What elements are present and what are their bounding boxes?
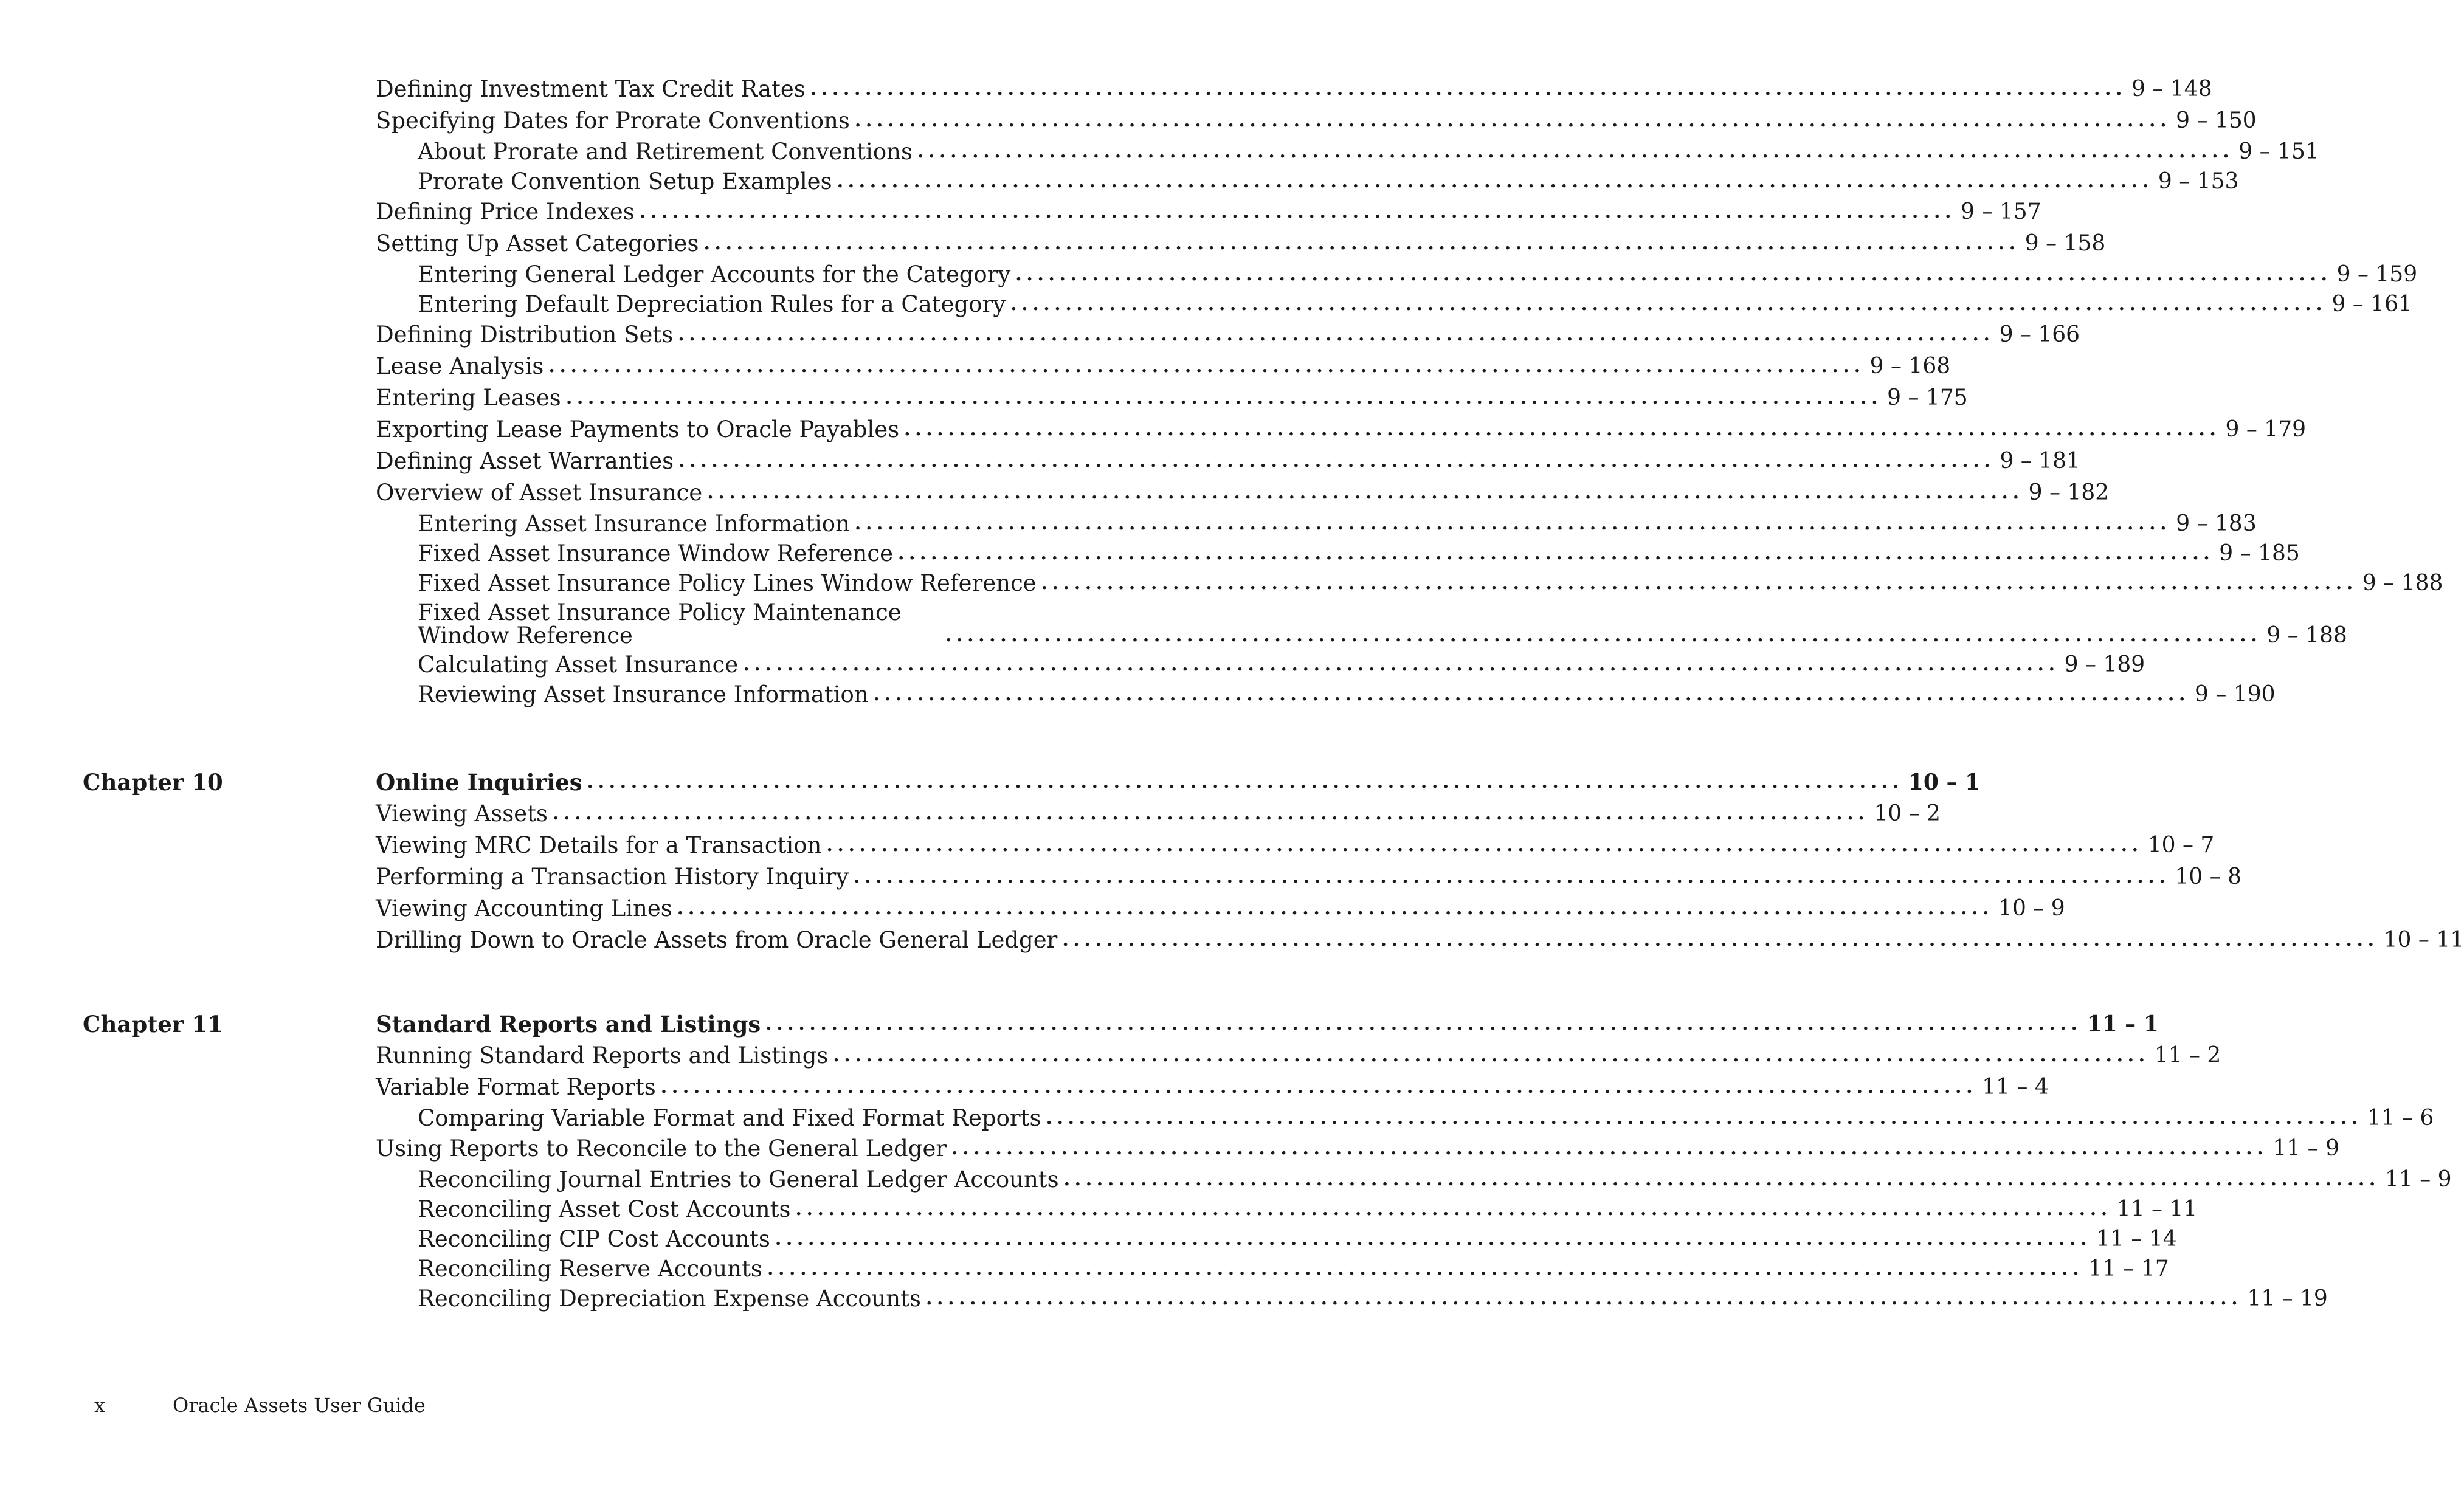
dot-leader: ........................................................................................................................	[925, 1288, 2243, 1309]
toc-entry[interactable]	[376, 261, 2418, 287]
toc-entry-title: Calculating Asset Insurance	[418, 652, 739, 678]
toc-entry-page: 9 – 151	[2238, 139, 2319, 164]
toc-entry-page: 9 – 157	[1961, 199, 2041, 224]
dot-leader: ........................................................................................................................	[837, 171, 2153, 192]
toc-entry-page: 9 – 150	[2176, 108, 2257, 133]
toc-entry-title: Defining Asset Warranties	[376, 448, 674, 474]
toc-entry-page: 9 – 175	[1887, 385, 1968, 410]
toc-entry-title: Specifying Dates for Prorate Conventions	[376, 108, 850, 134]
toc-entry[interactable]	[376, 1042, 2221, 1069]
toc-entry-title: Fixed Asset Insurance Window Reference	[418, 540, 893, 566]
dot-leader: ........................................................................................................................	[833, 1045, 2150, 1066]
toc-entry[interactable]	[376, 895, 2065, 921]
toc-entry[interactable]	[376, 353, 1951, 379]
toc-entry-page: 9 – 185	[2219, 541, 2300, 566]
dot-leader: ........................................................................................................................	[945, 625, 2262, 646]
toc-entry-page: 11 – 6	[2367, 1106, 2434, 1131]
toc-section-chapter-11	[376, 1011, 2452, 1317]
toc-entry-page: 9 – 188	[2266, 623, 2347, 648]
toc-entry[interactable]	[376, 448, 2080, 474]
toc-entry-title: Running Standard Reports and Listings	[376, 1042, 829, 1069]
toc-section-chapter-9-continued	[376, 76, 2443, 712]
toc-entry[interactable]	[376, 230, 2106, 256]
dot-leader: ........................................................................................................................	[1010, 294, 2327, 315]
toc-entry[interactable]	[376, 864, 2241, 890]
toc-entry-title: Overview of Asset Insurance	[376, 480, 703, 506]
toc-entry[interactable]	[376, 1196, 2198, 1222]
dot-leader: ........................................................................................................................	[677, 898, 1994, 919]
toc-entry-page: 10 – 2	[1874, 801, 1941, 826]
toc-entry-page: 10 – 9	[1998, 896, 2065, 921]
toc-entry-title: Reconciling Reserve Accounts	[418, 1256, 762, 1282]
toc-entry[interactable]	[376, 1135, 2339, 1162]
dot-leader: ........................................................................................................................	[1046, 1107, 2362, 1129]
toc-entry-title: Viewing Assets	[376, 800, 548, 827]
toc-entry[interactable]	[376, 76, 2212, 102]
dot-leader: ........................................................................................................................	[1062, 929, 2379, 951]
chapter-10-label: Chapter 10	[83, 769, 223, 796]
toc-entry-title: Variable Format Reports	[376, 1074, 656, 1100]
toc-entry-page: 11 – 19	[2247, 1286, 2328, 1311]
dot-leader: ........................................................................................................................	[639, 201, 1956, 222]
toc-entry-title: Using Reports to Reconcile to the General Ledger	[376, 1135, 947, 1162]
dot-leader: ........................................................................................................................	[795, 1199, 2112, 1220]
toc-entry-title: Fixed Asset Insurance Policy Maintenance Window Reference	[418, 599, 902, 649]
toc-entry-title: Reconciling Depreciation Expense Accounts	[418, 1286, 921, 1312]
toc-entry-title: Reconciling CIP Cost Accounts	[418, 1226, 770, 1252]
toc-entry[interactable]	[376, 480, 2110, 506]
dot-leader: ........................................................................................................................	[678, 324, 1995, 345]
toc-entry[interactable]	[376, 385, 1968, 411]
toc-entry-page: 9 – 183	[2176, 511, 2257, 536]
dot-leader: ........................................................................................................................	[873, 684, 2190, 705]
dot-leader: ........................................................................................................................	[826, 835, 2143, 856]
toc-entry-page: 9 – 161	[2331, 292, 2412, 317]
dot-leader: ........................................................................................................................	[854, 513, 2172, 534]
toc-entry-page: 9 – 168	[1869, 354, 1951, 379]
toc-entry-title: Defining Price Indexes	[376, 199, 635, 225]
toc-entry-page: 10 – 11	[2383, 928, 2464, 952]
toc-entry[interactable]	[376, 927, 2464, 953]
toc-entry-page: 9 – 153	[2158, 169, 2239, 194]
toc-entry[interactable]	[376, 570, 2443, 596]
dot-leader: ........................................................................................................................	[565, 387, 1883, 408]
toc-entry[interactable]	[376, 1256, 2169, 1282]
toc-entry-page: 11 – 9	[2384, 1167, 2452, 1192]
toc-entry[interactable]	[376, 291, 2412, 317]
toc-entry-page: 11 – 9	[2272, 1136, 2339, 1161]
toc-entry-page: 10 – 8	[2175, 864, 2241, 889]
toc-entry-page: 11 – 4	[1982, 1075, 2049, 1100]
toc-entry-title: Online Inquiries	[376, 769, 582, 796]
dot-leader: ........................................................................................................................	[1063, 1169, 2380, 1190]
footer-book-title: Oracle Assets User Guide	[173, 1394, 426, 1417]
toc-entry-page: 11 – 11	[2116, 1197, 2198, 1222]
toc-entry-page: 11 – 2	[2154, 1043, 2221, 1068]
dot-leader: ........................................................................................................................	[587, 771, 1903, 793]
toc-entry-page: 11 – 14	[2096, 1227, 2177, 1251]
toc-section-chapter-10	[376, 769, 2464, 959]
toc-entry[interactable]	[376, 322, 2080, 348]
toc-entry-title: Exporting Lease Payments to Oracle Payables	[376, 416, 900, 442]
toc-entry-title: Reviewing Asset Insurance Information	[418, 681, 869, 707]
toc-entry-page: 9 – 158	[2024, 231, 2106, 256]
dot-leader: ........................................................................................................................	[703, 233, 2020, 254]
dot-leader: ........................................................................................................................	[951, 1138, 2268, 1159]
dot-leader: ........................................................................................................................	[854, 110, 2172, 131]
toc-entry-title: Defining Investment Tax Credit Rates	[376, 76, 806, 102]
toc-entry-page: 10 – 7	[2147, 833, 2215, 858]
dot-leader: ........................................................................................................................	[553, 803, 1869, 824]
dot-leader: ........................................................................................................................	[1015, 264, 2332, 285]
toc-entry-title: Lease Analysis	[376, 353, 544, 379]
toc-entry-title: Entering Asset Insurance Information	[418, 511, 850, 537]
toc-entry[interactable]	[376, 1286, 2328, 1312]
toc-entry[interactable]	[376, 511, 2257, 537]
toc-entry-title: Entering General Ledger Accounts for the Category	[418, 261, 1011, 287]
toc-entry-page: 9 – 190	[2195, 682, 2276, 707]
toc-entry-title: Reconciling Journal Entries to General Ledger Accounts	[418, 1166, 1059, 1193]
toc-chapter-heading[interactable]	[376, 769, 1981, 796]
toc-entry[interactable]	[376, 1074, 2049, 1100]
toc-entry-title: Reconciling Asset Cost Accounts	[418, 1196, 791, 1222]
toc-entry-page: 9 – 166	[1999, 322, 2080, 347]
toc-entry-page: 9 – 182	[2028, 480, 2110, 505]
toc-entry-title: Viewing Accounting Lines	[376, 895, 672, 921]
toc-chapter-heading[interactable]	[376, 1011, 2159, 1038]
toc-entry-title: Drilling Down to Oracle Assets from Oracle General Ledger	[376, 927, 1058, 953]
toc-entry[interactable]	[376, 1166, 2452, 1193]
toc-entry-title: Performing a Transaction History Inquiry	[376, 864, 849, 890]
dot-leader: ........................................................................................................................	[854, 866, 2170, 887]
dot-leader: ........................................................................................................................	[707, 482, 2024, 503]
toc-entry[interactable]	[376, 199, 2041, 225]
toc-entry-title: Fixed Asset Insurance Policy Lines Window Reference	[418, 570, 1037, 596]
toc-entry[interactable]	[376, 540, 2300, 566]
toc-entry-title: Setting Up Asset Categories	[376, 230, 699, 256]
toc-entry-title: Viewing MRC Details for a Transaction	[376, 832, 822, 858]
toc-entry-title: Defining Distribution Sets	[376, 322, 674, 348]
toc-entry[interactable]	[376, 416, 2306, 442]
toc-entry[interactable]	[376, 832, 2215, 858]
toc-entry[interactable]	[376, 599, 2347, 649]
toc-entry[interactable]	[376, 681, 2276, 707]
dot-leader: ........................................................................................................................	[743, 654, 2060, 675]
toc-entry-title: About Prorate and Retirement Conventions	[418, 139, 913, 165]
dot-leader: ........................................................................................................................	[775, 1228, 2092, 1250]
dot-leader: ........................................................................................................................	[660, 1076, 1978, 1098]
toc-entry-title: Standard Reports and Listings	[376, 1011, 761, 1038]
toc-entry[interactable]	[376, 168, 2239, 194]
dot-leader: ........................................................................................................................	[548, 356, 1865, 377]
chapter-11-label: Chapter 11	[83, 1011, 223, 1038]
dot-leader: ........................................................................................................................	[897, 543, 2215, 564]
toc-entry-page: 9 – 181	[2000, 449, 2080, 473]
toc-entry[interactable]	[376, 800, 1941, 827]
dot-leader: ........................................................................................................................	[1041, 573, 2358, 594]
footer-page-number: x	[94, 1394, 106, 1417]
dot-leader: ........................................................................................................................	[765, 1013, 2082, 1034]
dot-leader: ........................................................................................................................	[810, 78, 2127, 100]
toc-entry[interactable]	[376, 108, 2257, 134]
toc-entry-page: 9 – 188	[2362, 571, 2443, 596]
dot-leader: ........................................................................................................................	[678, 450, 1995, 472]
dot-leader: ........................................................................................................................	[917, 141, 2234, 162]
dot-leader: ........................................................................................................................	[767, 1258, 2084, 1279]
toc-entry[interactable]	[376, 1105, 2434, 1131]
toc-entry-page: 10 – 1	[1908, 769, 1981, 795]
toc-entry-page: 9 – 179	[2225, 417, 2306, 442]
toc-entry[interactable]	[376, 1226, 2177, 1252]
toc-entry-title: Comparing Variable Format and Fixed Format Reports	[418, 1105, 1041, 1131]
toc-entry-title: Prorate Convention Setup Examples	[418, 168, 832, 194]
toc-entry-title: Entering Default Depreciation Rules for a Category	[418, 291, 1006, 317]
toc-entry-page: 9 – 189	[2064, 652, 2145, 677]
toc-entry-page: 9 – 148	[2131, 77, 2212, 102]
toc-entry[interactable]	[376, 139, 2319, 165]
toc-entry[interactable]	[376, 652, 2145, 678]
toc-entry-page: 11 – 1	[2086, 1011, 2159, 1037]
toc-entry-title: Entering Leases	[376, 385, 561, 411]
toc-entry-page: 9 – 159	[2336, 262, 2418, 287]
toc-entry-page: 11 – 17	[2088, 1256, 2169, 1281]
dot-leader: ........................................................................................................................	[904, 419, 2221, 440]
